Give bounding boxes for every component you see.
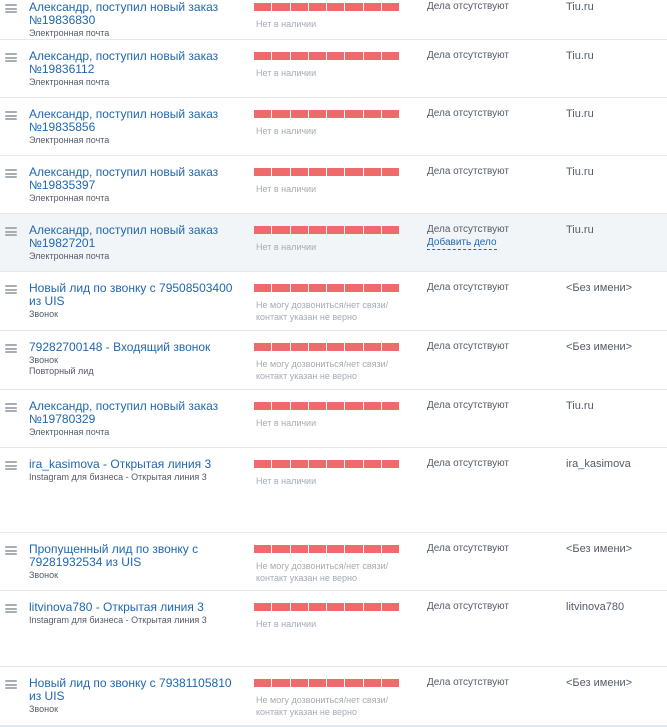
lead-deals: Дела отсутствуют	[427, 50, 509, 61]
stage-segment[interactable]	[272, 460, 289, 468]
stage-segment[interactable]	[345, 460, 362, 468]
stage-segment[interactable]	[382, 284, 399, 292]
stage-segment[interactable]	[327, 460, 344, 468]
lead-title-link[interactable]: Пропущенный лид по звонку с 79281932534 из UIS	[29, 542, 199, 569]
stage-segment[interactable]	[382, 679, 399, 687]
lead-row	[0, 98, 667, 156]
lead-deals: Дела отсутствуют	[427, 601, 509, 612]
lead-status: Не могу дозвониться/нет связи/контакт указан не верно	[256, 300, 389, 322]
stage-segment[interactable]	[364, 460, 381, 468]
stage-segment[interactable]	[254, 284, 271, 292]
stage-segment[interactable]	[291, 3, 308, 11]
lead-deals: Дела отсутствуют	[427, 108, 509, 119]
lead-source: Электронная почта	[29, 193, 110, 203]
lead-source: Электронная почта	[29, 427, 110, 437]
stage-segment[interactable]	[382, 402, 399, 410]
lead-row	[0, 40, 667, 98]
stage-segment[interactable]	[327, 402, 344, 410]
stage-segment[interactable]	[254, 343, 271, 351]
stage-segment[interactable]	[382, 3, 399, 11]
lead-row	[0, 390, 667, 448]
lead-responsible: Tiu.ru	[566, 108, 594, 120]
lead-stage-bar[interactable]	[254, 110, 399, 118]
stage-segment[interactable]	[327, 545, 344, 553]
lead-deals: Дела отсутствуют	[427, 458, 509, 469]
lead-status: Нет в наличии	[256, 476, 317, 486]
stage-segment[interactable]	[291, 402, 308, 410]
stage-segment[interactable]	[382, 603, 399, 611]
lead-status: Нет в наличии	[256, 184, 317, 194]
stage-segment[interactable]	[327, 343, 344, 351]
stage-segment[interactable]	[364, 226, 381, 234]
drag-handle-icon[interactable]	[5, 461, 17, 470]
stage-segment[interactable]	[254, 402, 271, 410]
lead-responsible: Tiu.ru	[566, 166, 594, 178]
stage-segment[interactable]	[382, 460, 399, 468]
stage-segment[interactable]	[309, 343, 326, 351]
lead-stage-bar[interactable]	[254, 402, 399, 410]
lead-responsible: <Без имени>	[566, 543, 633, 555]
drag-handle-icon[interactable]	[5, 680, 17, 689]
lead-source: Электронная почта	[29, 77, 110, 87]
lead-stage-bar[interactable]	[254, 545, 399, 553]
stage-segment[interactable]	[309, 110, 326, 118]
stage-segment[interactable]	[364, 545, 381, 553]
lead-deals: Дела отсутствуют	[427, 1, 509, 12]
stage-segment[interactable]	[272, 603, 289, 611]
lead-status: Нет в наличии	[256, 418, 317, 428]
lead-row	[0, 533, 667, 591]
stage-segment[interactable]	[291, 226, 308, 234]
lead-responsible: Tiu.ru	[566, 400, 594, 412]
stage-segment[interactable]	[272, 545, 289, 553]
stage-segment[interactable]	[309, 460, 326, 468]
lead-row	[0, 0, 667, 40]
lead-title-link[interactable]: Александр, поступил новый заказ №19780329	[29, 399, 219, 426]
lead-row	[0, 272, 667, 331]
lead-stage-bar[interactable]	[254, 679, 399, 687]
stage-segment[interactable]	[291, 460, 308, 468]
lead-title-link[interactable]: ira_kasimova - Открытая линия 3	[29, 457, 212, 471]
lead-status: Нет в наличии	[256, 68, 317, 78]
stage-segment[interactable]	[327, 603, 344, 611]
lead-title-link[interactable]: 79282700148 - Входящий звонок	[29, 340, 211, 354]
lead-status: Не могу дозвониться/нет связи/контакт указан не верно	[256, 359, 389, 381]
drag-handle-icon[interactable]	[5, 344, 17, 353]
stage-segment[interactable]	[254, 110, 271, 118]
lead-title-link[interactable]: Александр, поступил новый заказ №19836830	[29, 0, 219, 27]
stage-segment[interactable]	[382, 343, 399, 351]
lead-deals: Дела отсутствуют	[427, 400, 509, 411]
stage-segment[interactable]	[291, 168, 308, 176]
lead-source: Электронная почта	[29, 135, 110, 145]
stage-segment[interactable]	[345, 110, 362, 118]
lead-source: Электронная почта	[29, 28, 110, 38]
lead-responsible: Tiu.ru	[566, 50, 594, 62]
lead-status: Не могу дозвониться/нет связи/контакт указан не верно	[256, 561, 389, 583]
stage-segment[interactable]	[345, 603, 362, 611]
drag-handle-icon[interactable]	[5, 227, 17, 236]
lead-responsible: Tiu.ru	[566, 224, 594, 236]
stage-segment[interactable]	[272, 402, 289, 410]
lead-stage-bar[interactable]	[254, 226, 399, 234]
stage-segment[interactable]	[382, 226, 399, 234]
drag-handle-icon[interactable]	[5, 604, 17, 613]
lead-title-link[interactable]: Александр, поступил новый заказ №19836112	[29, 49, 219, 76]
stage-segment[interactable]	[382, 110, 399, 118]
lead-title-link[interactable]: Новый лид по звонку с 79508503400 из UIS	[29, 281, 233, 308]
lead-responsible: <Без имени>	[566, 677, 633, 689]
stage-segment[interactable]	[327, 110, 344, 118]
stage-segment[interactable]	[254, 52, 271, 60]
stage-segment[interactable]	[291, 110, 308, 118]
stage-segment[interactable]	[291, 343, 308, 351]
stage-segment[interactable]	[345, 52, 362, 60]
stage-segment[interactable]	[345, 284, 362, 292]
lead-source: Instagram для бизнеса - Открытая линия 3	[29, 615, 207, 625]
lead-title-link[interactable]: litvinova780 - Открытая линия 3	[29, 600, 204, 614]
stage-segment[interactable]	[327, 52, 344, 60]
stage-segment[interactable]	[309, 545, 326, 553]
drag-handle-icon[interactable]	[5, 169, 17, 178]
stage-segment[interactable]	[309, 284, 326, 292]
lead-source: Электронная почта	[29, 251, 110, 261]
lead-responsible: litvinova780	[566, 601, 625, 613]
stage-segment[interactable]	[327, 3, 344, 11]
stage-segment[interactable]	[254, 460, 271, 468]
lead-deals: Дела отсутствуют	[427, 166, 509, 177]
lead-source: Звонок	[29, 570, 59, 580]
stage-segment[interactable]	[272, 168, 289, 176]
stage-segment[interactable]	[364, 603, 381, 611]
lead-status: Нет в наличии	[256, 619, 317, 629]
stage-segment[interactable]	[291, 679, 308, 687]
stage-segment[interactable]	[345, 343, 362, 351]
drag-handle-icon[interactable]	[5, 403, 17, 412]
lead-status: Нет в наличии	[256, 19, 317, 29]
lead-source: Звонок	[29, 309, 59, 319]
stage-segment[interactable]	[254, 545, 271, 553]
lead-responsible: Tiu.ru	[566, 1, 594, 13]
lead-source: Звонок	[29, 704, 59, 714]
lead-title-link[interactable]: Александр, поступил новый заказ №19827201	[29, 223, 219, 250]
stage-segment[interactable]	[309, 603, 326, 611]
lead-responsible: <Без имени>	[566, 282, 633, 294]
lead-row	[0, 667, 667, 726]
lead-status: Нет в наличии	[256, 242, 317, 252]
lead-source: Instagram для бизнеса - Открытая линия 3	[29, 472, 207, 482]
stage-segment[interactable]	[327, 284, 344, 292]
stage-segment[interactable]	[345, 679, 362, 687]
lead-responsible: <Без имени>	[566, 341, 633, 353]
stage-segment[interactable]	[327, 226, 344, 234]
drag-handle-icon[interactable]	[5, 285, 17, 294]
stage-segment[interactable]	[364, 52, 381, 60]
lead-source: Звонок	[29, 355, 59, 365]
lead-deals: Дела отсутствуют	[427, 543, 509, 554]
stage-segment[interactable]	[291, 52, 308, 60]
lead-deals: Дела отсутствуют	[427, 677, 509, 688]
lead-row	[0, 331, 667, 390]
stage-segment[interactable]	[291, 284, 308, 292]
stage-segment[interactable]	[364, 168, 381, 176]
stage-segment[interactable]	[364, 679, 381, 687]
lead-responsible: ira_kasimova	[566, 458, 631, 470]
stage-segment[interactable]	[309, 52, 326, 60]
stage-segment[interactable]	[291, 603, 308, 611]
stage-segment[interactable]	[309, 3, 326, 11]
stage-segment[interactable]	[364, 343, 381, 351]
drag-handle-icon[interactable]	[5, 546, 17, 555]
stage-segment[interactable]	[382, 168, 399, 176]
stage-segment[interactable]	[272, 343, 289, 351]
lead-title-link[interactable]: Новый лид по звонку с 79381105810 из UIS	[29, 676, 232, 703]
stage-segment[interactable]	[364, 284, 381, 292]
stage-segment[interactable]	[272, 110, 289, 118]
lead-repeat-label: Повторный лид	[29, 366, 94, 376]
stage-segment[interactable]	[291, 545, 308, 553]
stage-segment[interactable]	[382, 52, 399, 60]
stage-segment[interactable]	[364, 110, 381, 118]
stage-segment[interactable]	[272, 52, 289, 60]
stage-segment[interactable]	[327, 679, 344, 687]
stage-segment[interactable]	[254, 3, 271, 11]
stage-segment[interactable]	[272, 679, 289, 687]
stage-segment[interactable]	[345, 3, 362, 11]
lead-row	[0, 591, 667, 667]
stage-segment[interactable]	[345, 168, 362, 176]
stage-segment[interactable]	[272, 284, 289, 292]
stage-segment[interactable]	[345, 402, 362, 410]
stage-segment[interactable]	[327, 168, 344, 176]
drag-handle-icon[interactable]	[5, 4, 17, 13]
lead-deals: Дела отсутствуют	[427, 341, 509, 352]
stage-segment[interactable]	[254, 226, 271, 234]
lead-stage-bar[interactable]	[254, 52, 399, 60]
stage-segment[interactable]	[382, 545, 399, 553]
stage-segment[interactable]	[309, 402, 326, 410]
drag-handle-icon[interactable]	[5, 111, 17, 120]
stage-segment[interactable]	[345, 226, 362, 234]
stage-segment[interactable]	[272, 3, 289, 11]
drag-handle-icon[interactable]	[5, 53, 17, 62]
lead-stage-bar[interactable]	[254, 343, 399, 351]
stage-segment[interactable]	[309, 168, 326, 176]
stage-segment[interactable]	[254, 168, 271, 176]
stage-segment[interactable]	[309, 226, 326, 234]
lead-stage-bar[interactable]	[254, 284, 399, 292]
stage-segment[interactable]	[272, 226, 289, 234]
stage-segment[interactable]	[254, 679, 271, 687]
stage-segment[interactable]	[345, 545, 362, 553]
lead-deals: Дела отсутствуют	[427, 224, 509, 235]
lead-status: Не могу дозвониться/нет связи/контакт указан не верно	[256, 695, 389, 717]
lead-stage-bar[interactable]	[254, 3, 399, 11]
lead-stage-bar[interactable]	[254, 603, 399, 611]
lead-status: Нет в наличии	[256, 126, 317, 136]
lead-row	[0, 156, 667, 214]
stage-segment[interactable]	[254, 603, 271, 611]
lead-title-link[interactable]: Александр, поступил новый заказ №19835856	[29, 107, 219, 134]
lead-row	[0, 448, 667, 533]
lead-row	[0, 214, 667, 272]
stage-segment[interactable]	[309, 679, 326, 687]
stage-segment[interactable]	[364, 402, 381, 410]
stage-segment[interactable]	[364, 3, 381, 11]
lead-deals: Дела отсутствуют	[427, 282, 509, 293]
lead-stage-bar[interactable]	[254, 460, 399, 468]
add-deal-link[interactable]: Добавить дело	[427, 237, 497, 248]
lead-stage-bar[interactable]	[254, 168, 399, 176]
lead-title-link[interactable]: Александр, поступил новый заказ №19835397	[29, 165, 219, 192]
